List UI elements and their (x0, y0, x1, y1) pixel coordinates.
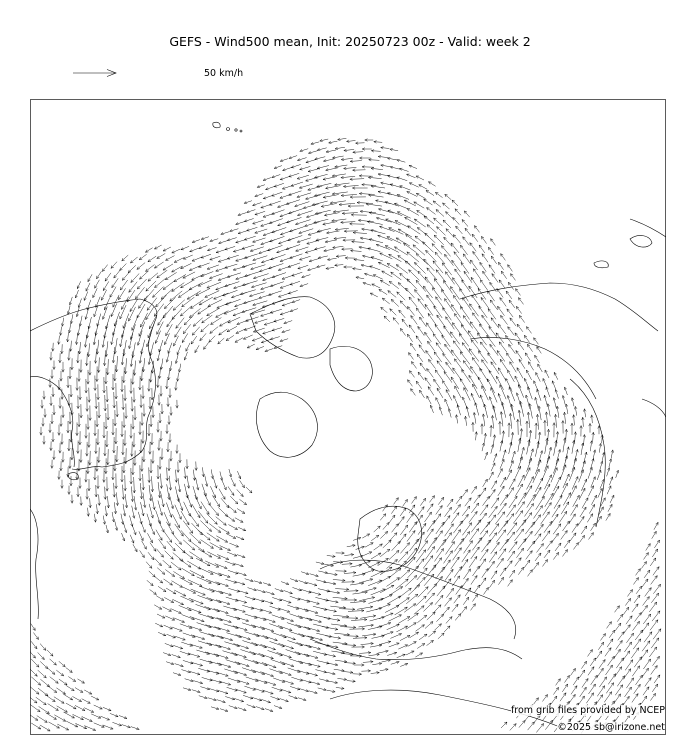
map-border (31, 100, 666, 735)
legend-label: 50 km/h (204, 68, 244, 79)
credit-copyright: ©2025 sb@irizone.net (557, 722, 665, 733)
legend-arrow-icon (72, 66, 118, 80)
credit-source: from grib files provided by NCEP (510, 705, 665, 716)
chart-title: GEFS - Wind500 mean, Init: 20250723 00z - Valid: week 2 (169, 34, 531, 49)
wind-map (30, 99, 666, 735)
